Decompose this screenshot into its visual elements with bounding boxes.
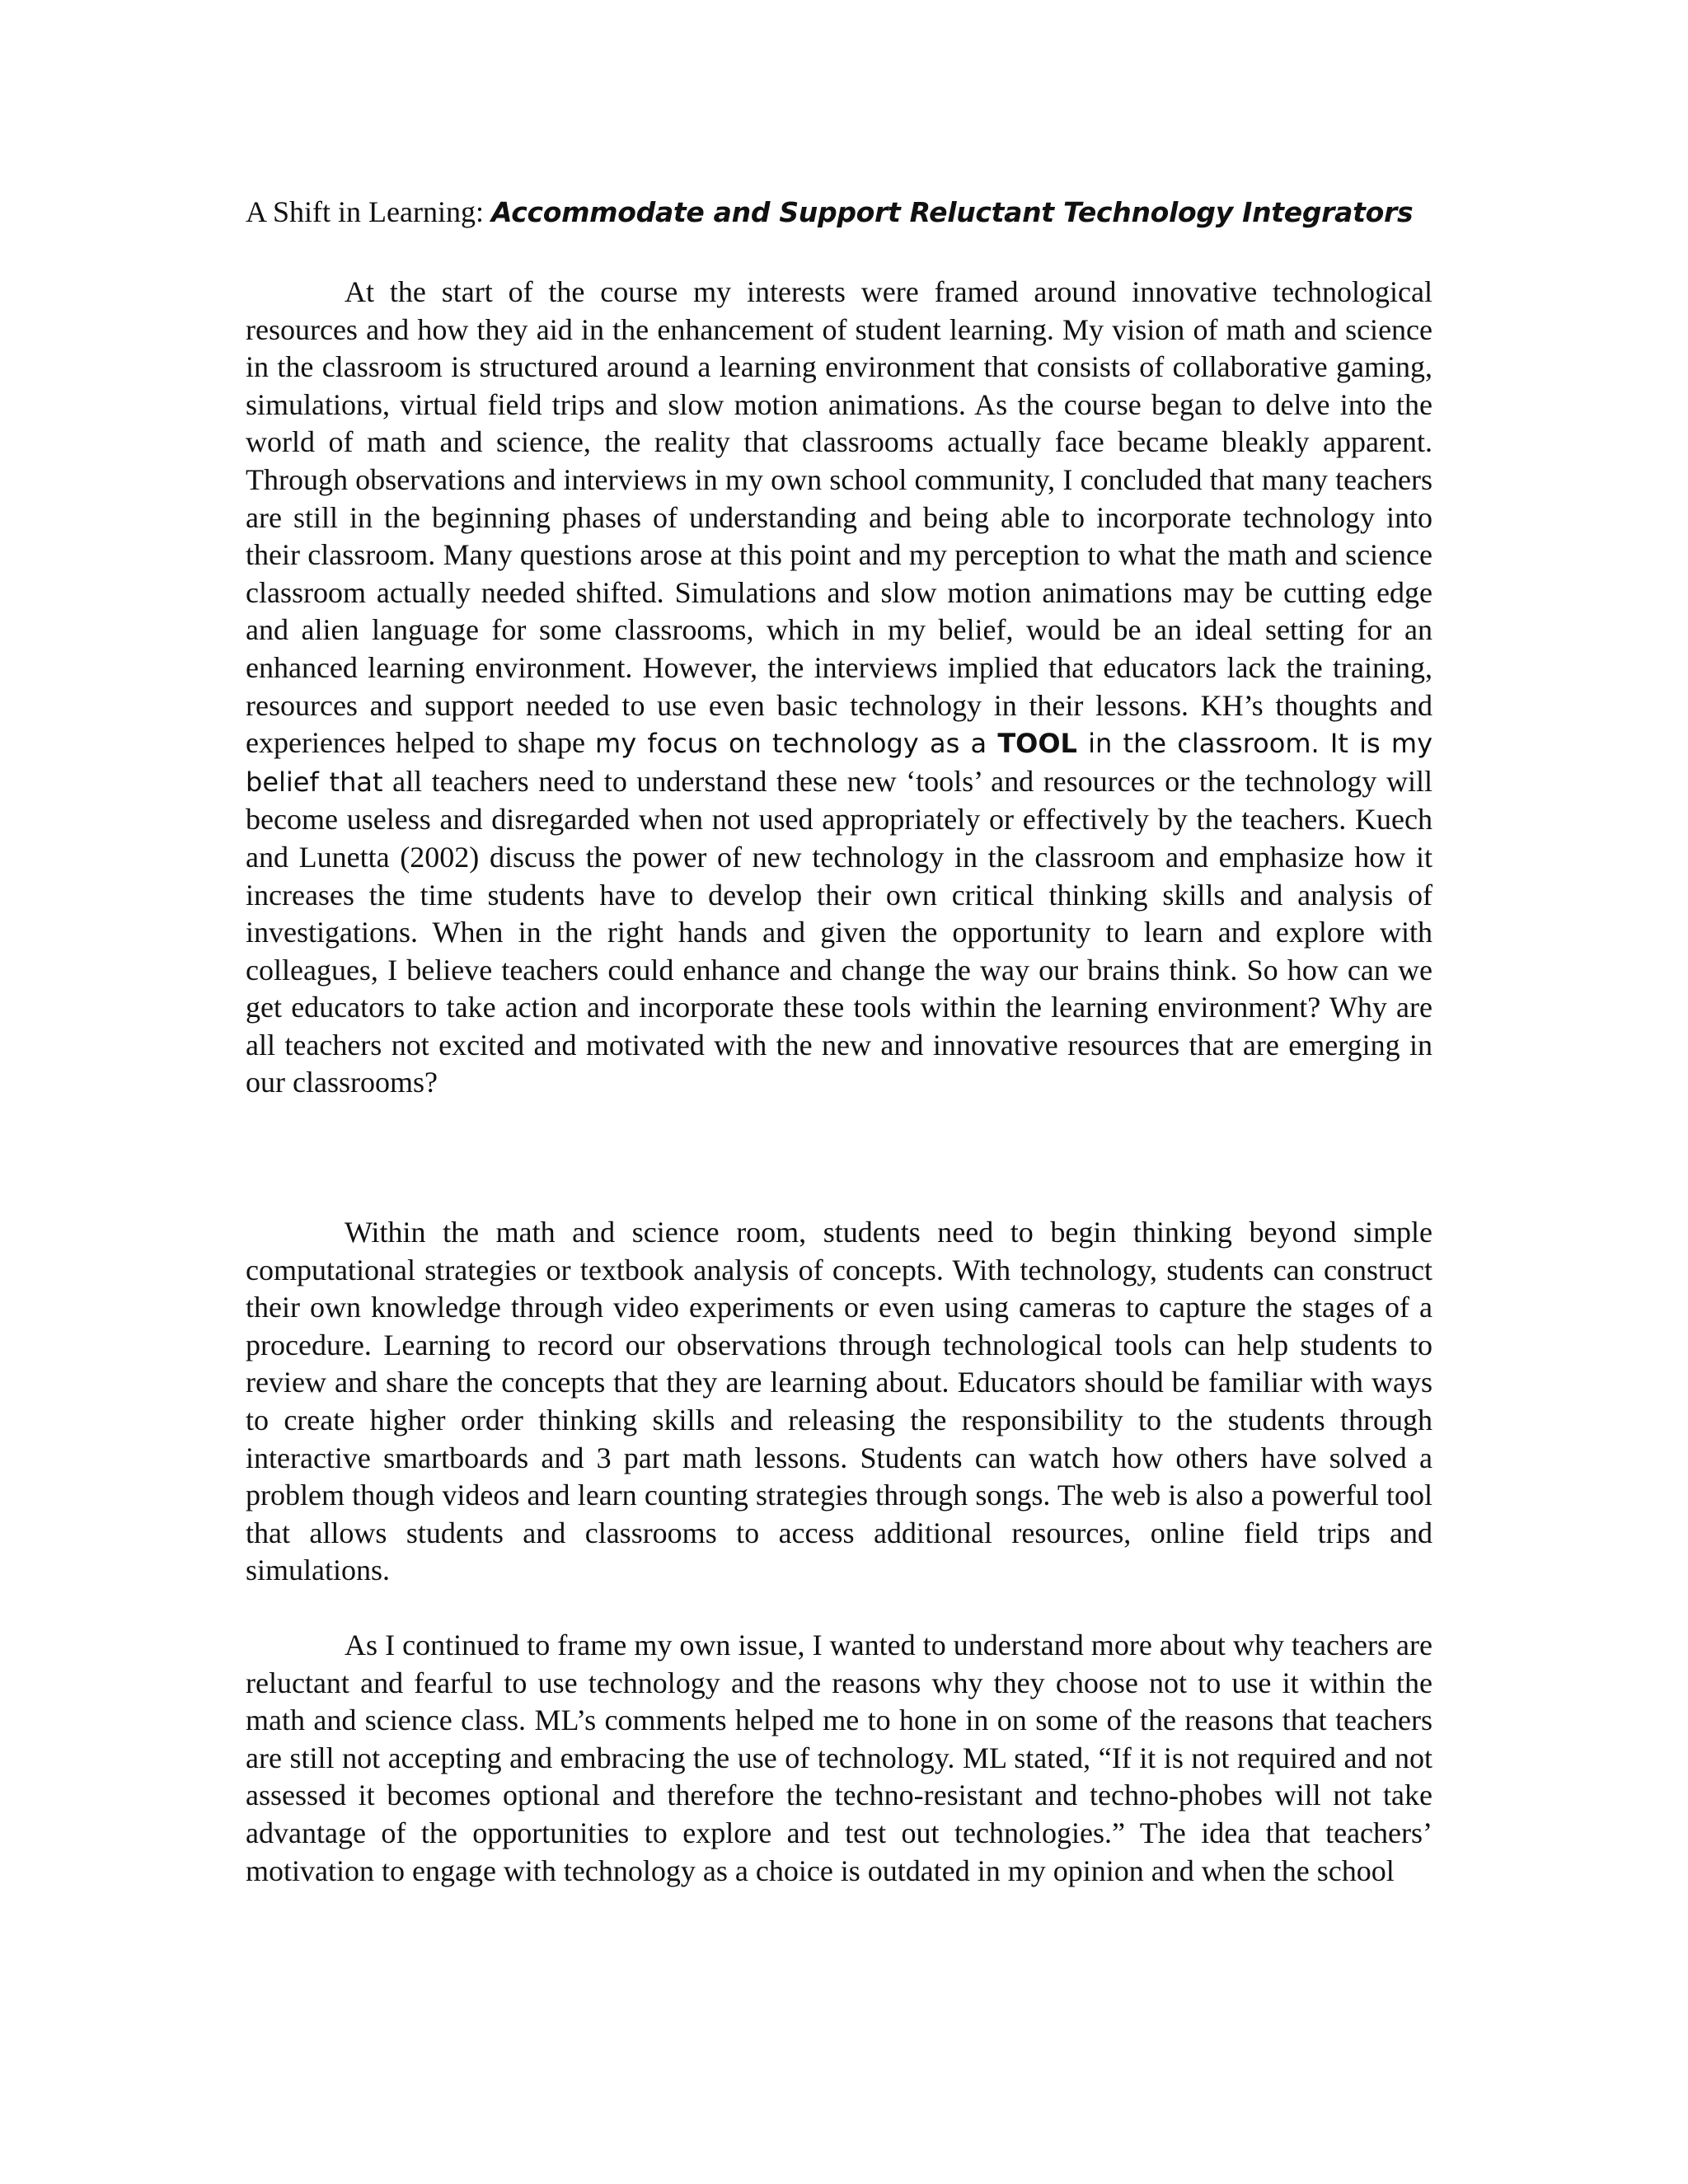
paragraph-3 xyxy=(246,1627,1432,1890)
document-title xyxy=(246,191,1432,233)
paragraph-2-text: Within the math and science room, students need to begin thinking beyond simple computational strategies or textbook analysis of concepts. With technology, students can construct their own knowledge through video experiments or even using cameras to capture the stages of a procedure. Learning to record our observations through technological tools can help students to review and share the concepts that they are learning about. Educators should be familiar with ways to create higher order thinking skills and releasing the responsibility to the students through interactive smartboards and 3 part math lessons. Students can watch how others have solved a problem though videos and learn counting strategies through songs. The web is also a powerful tool that allows students and classrooms to access additional resources, online field trips and simulations. xyxy=(246,1216,1432,1587)
paragraph-1-text-a: At the start of the course my interests were framed around innovative technological resources and how they aid in the enhancement of student learning. My vision of math and science in the classroom is structured around a learning environment that consists of collaborative gaming, simulations, virtual field trips and slow motion animations. As the course began to delve into the world of math and science, the reality that classrooms actually face became bleakly apparent. Through observations and interviews in my own school community, I concluded that many teachers are still in the beginning phases of understanding and being able to incorporate technology into their classroom. Many questions arose at this point and my perception to what the math and science classroom actually needed shifted. Simulations and slow motion animations may be cutting edge and alien language for some classrooms, which in my belief, would be an ideal setting for an enhanced learning environment. However, the interviews implied that educators lack the training, resources and support needed to use even basic technology in their lessons. KH’s thoughts and experiences helped to shape xyxy=(246,275,1432,760)
title-prefix: A Shift in Learning: xyxy=(246,195,491,228)
paragraph-1-text-b: my focus on technology as a xyxy=(595,728,998,760)
tool-emphasis: TOOL xyxy=(997,728,1077,760)
paragraph-1-text-d: all teachers need to understand these new ‘tools’ and resources or the technology will become useless and disregarded when not used appropriately or effectively by the teachers. Kuech and Lunetta (2002) discuss the power of new technology in the classroom and emphasize how it increases the time students have to develop their own critical thinking skills and analysis of investigations. When in the right hands and given the opportunity to learn and explore with colleagues, I believe teachers could enhance and change the way our brains think. So how can we get educators to take action and incorporate these tools within the learning environment? Why are all teachers not excited and motivated with the new and innovative resources that are emerging in our classrooms? xyxy=(246,764,1433,1099)
title-emphasis: Accommodate and Support Reluctant Technology Integrators xyxy=(490,196,1414,228)
paragraph-1 xyxy=(246,274,1432,1102)
paragraph-3-text: As I continued to frame my own issue, I wanted to understand more about why teachers are reluctant and fearful to use technology and the reasons why they choose not to use it within the math and science class. ML’s comments helped me to hone in on some of the reasons that teachers are still not accepting and embracing the use of technology. ML stated, “If it is not required and not assessed it becomes optional and therefore the techno-resistant and techno-phobes will not take advantage of the opportunities to explore and test out technologies.” The idea that teachers’ motivation to engage with technology as a choice is outdated in my opinion and when the school xyxy=(246,1629,1432,1887)
paragraph-2 xyxy=(246,1214,1432,1590)
paragraph-1-text-c: in the classroom. It is my belief that xyxy=(246,728,1433,798)
